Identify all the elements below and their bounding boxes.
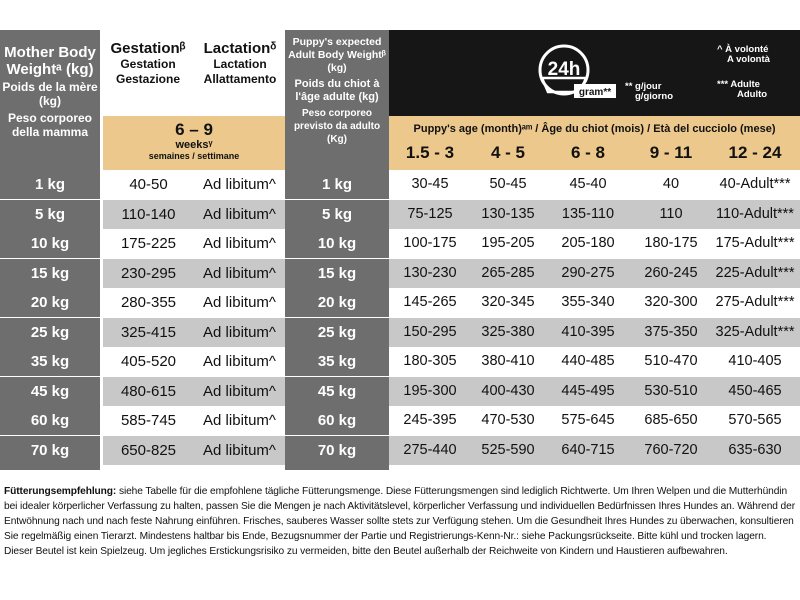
weeks-sub: semaines / settimane bbox=[148, 151, 240, 161]
legend-adlib-1: ^ À volonté bbox=[717, 44, 769, 55]
feeding-recommendation-note bbox=[4, 484, 796, 559]
age-amount-cell: 325-Adult*** bbox=[715, 324, 795, 340]
lactation-cell: Ad libitum^ bbox=[203, 294, 276, 311]
age-amount-cell: 245-395 bbox=[403, 412, 457, 428]
mother-weight-header bbox=[0, 30, 100, 170]
mother-weight-cell: 45 kg bbox=[0, 377, 100, 406]
age-amount-cell: 410-405 bbox=[728, 353, 782, 369]
age-amount-cell: 355-340 bbox=[561, 294, 615, 310]
mother-weight-cell: 10 kg bbox=[0, 229, 100, 258]
icon-gram-text: gram** bbox=[578, 87, 612, 98]
age-amount-cell: 110 bbox=[659, 206, 683, 222]
legend-adlib-2: A volontà bbox=[727, 54, 770, 65]
age-amount-cell: 135-110 bbox=[561, 206, 615, 222]
age-amount-cell: 45-40 bbox=[569, 176, 607, 192]
puppy-adult-en: Puppy's expected Adult Body Weightᵝ (kg) bbox=[288, 36, 386, 74]
age-col-5: 12 - 24 bbox=[728, 143, 782, 162]
age-amount-cell: 470-530 bbox=[481, 412, 535, 428]
table-row bbox=[0, 200, 800, 229]
age-amount-cell: 685-650 bbox=[644, 412, 698, 428]
puppy-weight-cell: 70 kg bbox=[285, 436, 389, 465]
mother-weight-cell: 35 kg bbox=[0, 347, 100, 376]
age-amount-cell: 130-230 bbox=[403, 265, 457, 281]
age-col-1: 1.5 - 3 bbox=[405, 143, 455, 162]
lactation-cell: Ad libitum^ bbox=[203, 176, 276, 193]
mother-weight-cell: 15 kg bbox=[0, 259, 100, 288]
puppy-weight-cell: 15 kg bbox=[285, 259, 389, 288]
weeks-bar bbox=[103, 116, 285, 170]
gestation-it: Gestazione bbox=[115, 72, 181, 86]
age-amount-cell: 570-565 bbox=[728, 412, 782, 428]
table-row bbox=[0, 406, 800, 435]
age-amount-cell: 375-350 bbox=[644, 324, 698, 340]
puppy-weight-cell: 1 kg bbox=[285, 170, 389, 199]
weeks-range: 6 – 9 bbox=[175, 120, 213, 139]
lactation-cell: Ad libitum^ bbox=[203, 383, 276, 400]
table-row bbox=[0, 288, 800, 317]
lactation-it: Allattamento bbox=[203, 72, 277, 86]
age-amount-cell: 180-175 bbox=[644, 235, 698, 251]
legend-adult bbox=[717, 80, 767, 100]
age-amount-cell: 40 bbox=[662, 176, 680, 192]
puppy-age-header bbox=[389, 116, 800, 170]
gestation-cell: 40-50 bbox=[129, 176, 168, 193]
footnote-text: siehe Tabelle für die empfohlene tägliche Fütterungsmenge. Diese Fütterungsmengen sind lediglich Richtwerte. Um Ihren Welpen und die Mutterhündin bei idealer körperlicher Verfassung zu halten, passen Sie die Mengen je nach Aktivitätslevel, körperlicher Verfassung und individuellen Bedürfnissen Ihres Hundes an. Während der Entwöhnung nach und nach feste Nahrung einführen. Frisches, sauberes Wasser sollte stets zur Verfügung stehen. Um die Gesundheit Ihres Hundes zu überwachen, konsultieren Sie regelmäßig einen Tierarzt. Mindestens haltbar bis Ende, Bezugsnummer der Partie und Registrierungs-Kenn-Nr.: siehe Packungsrückseite. Bitte kühl und trocken lagern. Dieser Beutel ist kein Spielzeug. Um jegliches Erstickungsrisiko zu vermeiden, bitte den Beutel außerhalb der Reichweite von Kindern und Haustieren aufbewahren. bbox=[4, 486, 795, 557]
age-amount-cell: 320-345 bbox=[481, 294, 535, 310]
gestation-cell: 480-615 bbox=[120, 383, 177, 400]
age-amount-cell: 30-45 bbox=[411, 176, 449, 192]
gestation-cell: 650-825 bbox=[120, 442, 177, 459]
age-amount-cell: 150-295 bbox=[403, 324, 457, 340]
age-amount-cell: 260-245 bbox=[644, 265, 698, 281]
mother-weight-cell: 5 kg bbox=[0, 200, 100, 229]
puppy-weight-cell: 45 kg bbox=[285, 377, 389, 406]
age-col-2: 4 - 5 bbox=[490, 143, 526, 162]
column-fill bbox=[285, 465, 389, 470]
mother-weight-title: Mother Body Weightᵃ (kg) bbox=[4, 44, 96, 78]
legend-adult-1: *** Adulte bbox=[717, 79, 760, 90]
mother-weight-cell: 1 kg bbox=[0, 170, 100, 199]
age-amount-cell: 320-300 bbox=[644, 294, 698, 310]
lactation-cell: Ad libitum^ bbox=[203, 353, 276, 370]
puppy-weight-cell: 25 kg bbox=[285, 318, 389, 347]
bowl-24h-icon bbox=[524, 34, 634, 114]
mother-weight-it: Peso corporeo della mamma bbox=[7, 111, 93, 139]
puppy-weight-cell: 5 kg bbox=[285, 200, 389, 229]
lactation-cell: Ad libitum^ bbox=[203, 235, 276, 252]
gestation-cell: 280-355 bbox=[120, 294, 177, 311]
lactation-title: Lactationᵟ bbox=[203, 40, 277, 57]
age-amount-cell: 40-Adult*** bbox=[719, 176, 791, 192]
age-amount-cell: 75-125 bbox=[407, 206, 453, 222]
footnote-lead: Fütterungsempfehlung: bbox=[4, 486, 117, 497]
puppy-adult-it: Peso corporeo previsto da adulto (Kg) bbox=[293, 108, 381, 145]
age-amount-cell: 440-485 bbox=[561, 353, 615, 369]
age-amount-cell: 145-265 bbox=[403, 294, 457, 310]
age-amount-cell: 130-135 bbox=[481, 206, 535, 222]
mother-weight-cell: 20 kg bbox=[0, 288, 100, 317]
gestation-cell: 325-415 bbox=[120, 324, 177, 341]
daily-amount-header bbox=[389, 30, 800, 116]
age-amount-cell: 275-Adult*** bbox=[715, 294, 795, 310]
table-row bbox=[0, 229, 800, 258]
table-row bbox=[0, 347, 800, 376]
icon-24h-text: 24h bbox=[547, 59, 581, 80]
table-row bbox=[0, 318, 800, 347]
age-amount-cell: 225-Adult*** bbox=[715, 265, 795, 281]
age-amount-cell: 50-45 bbox=[489, 176, 527, 192]
puppy-adult-weight-header bbox=[285, 30, 389, 170]
table-row bbox=[0, 170, 800, 199]
age-amount-cell: 635-630 bbox=[728, 442, 782, 458]
age-amount-cell: 575-645 bbox=[561, 412, 615, 428]
age-col-3: 6 - 8 bbox=[570, 143, 606, 162]
gestation-cell: 175-225 bbox=[120, 235, 177, 252]
column-fill bbox=[0, 465, 100, 470]
legend-adlib bbox=[717, 45, 770, 65]
age-amount-cell: 205-180 bbox=[561, 235, 615, 251]
age-amount-cell: 175-Adult*** bbox=[715, 235, 795, 251]
mother-weight-cell: 70 kg bbox=[0, 436, 100, 465]
legend-gram-2: g/giorno bbox=[635, 91, 673, 102]
age-amount-cell: 290-275 bbox=[561, 265, 615, 281]
legend-gram bbox=[625, 82, 673, 102]
age-amount-cell: 760-720 bbox=[644, 442, 698, 458]
age-amount-cell: 265-285 bbox=[481, 265, 535, 281]
table-row bbox=[0, 259, 800, 288]
gestation-lactation-header bbox=[103, 30, 285, 116]
legend-gram-1: ** g/jour bbox=[625, 81, 662, 92]
gestation-cell: 230-295 bbox=[120, 265, 177, 282]
gestation-header bbox=[103, 40, 193, 87]
age-amount-cell: 530-510 bbox=[644, 383, 698, 399]
age-amount-cell: 640-715 bbox=[561, 442, 615, 458]
age-amount-cell: 195-205 bbox=[481, 235, 535, 251]
puppy-weight-cell: 20 kg bbox=[285, 288, 389, 317]
age-amount-cell: 445-495 bbox=[561, 383, 615, 399]
age-amount-cell: 525-590 bbox=[481, 442, 535, 458]
lactation-header bbox=[195, 40, 285, 87]
legend-adult-2: Adulto bbox=[737, 89, 768, 100]
puppy-weight-cell: 10 kg bbox=[285, 229, 389, 258]
weeks-label: weeksᵞ bbox=[175, 139, 213, 151]
table-row bbox=[0, 377, 800, 406]
age-amount-cell: 450-465 bbox=[728, 383, 782, 399]
lactation-cell: Ad libitum^ bbox=[203, 324, 276, 341]
age-amount-cell: 195-300 bbox=[403, 383, 457, 399]
lactation-cell: Ad libitum^ bbox=[203, 442, 276, 459]
age-amount-cell: 510-470 bbox=[644, 353, 698, 369]
age-amount-cell: 100-175 bbox=[403, 235, 457, 251]
age-amount-cell: 400-430 bbox=[481, 383, 535, 399]
gestation-cell: 585-745 bbox=[120, 412, 177, 429]
puppy-adult-fr: Poids du chiot à l'âge adulte (kg) bbox=[294, 78, 380, 103]
lactation-cell: Ad libitum^ bbox=[203, 265, 276, 282]
mother-weight-cell: 60 kg bbox=[0, 406, 100, 435]
age-amount-cell: 110-Adult*** bbox=[716, 206, 794, 222]
puppy-weight-cell: 60 kg bbox=[285, 406, 389, 435]
puppy-weight-cell: 35 kg bbox=[285, 347, 389, 376]
age-amount-cell: 410-395 bbox=[561, 324, 615, 340]
lactation-cell: Ad libitum^ bbox=[203, 206, 276, 223]
lactation-cell: Ad libitum^ bbox=[203, 412, 276, 429]
puppy-age-label: Puppy's age (month)ᵃᵐ / Âge du chiot (mois) / Età del cucciolo (mese) bbox=[413, 123, 776, 135]
age-amount-cell: 325-380 bbox=[481, 324, 535, 340]
table-row bbox=[0, 436, 800, 465]
lactation-fr: Lactation bbox=[213, 57, 267, 71]
gestation-cell: 110-140 bbox=[121, 206, 176, 223]
age-amount-cell: 180-305 bbox=[403, 353, 457, 369]
mother-weight-cell: 25 kg bbox=[0, 318, 100, 347]
age-amount-cell: 380-410 bbox=[481, 353, 535, 369]
age-amount-cell: 275-440 bbox=[403, 442, 457, 458]
gestation-title: Gestationᵝ bbox=[110, 40, 186, 57]
age-col-4: 9 - 11 bbox=[649, 143, 693, 162]
mother-weight-fr: Poids de la mère (kg) bbox=[2, 80, 98, 108]
gestation-fr: Gestation bbox=[120, 57, 176, 71]
gestation-cell: 405-520 bbox=[120, 353, 177, 370]
